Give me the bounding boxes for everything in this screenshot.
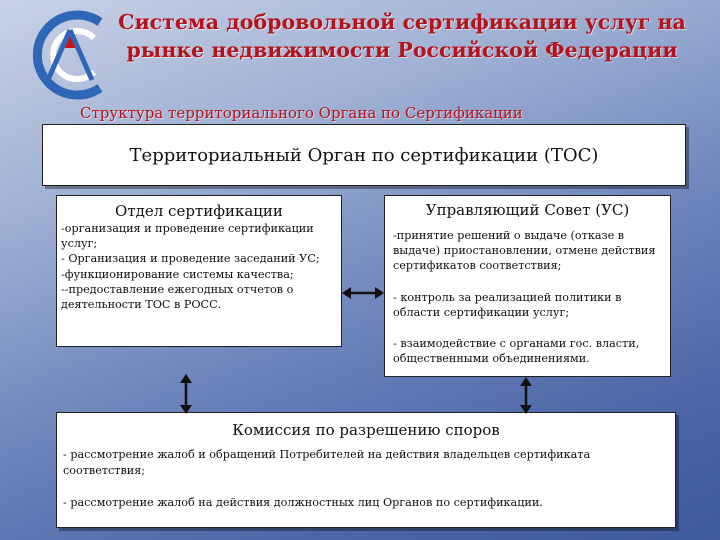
list-item: --предоставление ежегодных отчетов о деятельности ТОС в РОСС. <box>61 282 294 312</box>
list-item: -организация и проведение сертификации услуг; <box>61 222 314 251</box>
council-list <box>385 228 670 366</box>
list-item: -функционирование системы качества; <box>61 267 294 281</box>
department-list <box>57 221 341 312</box>
list-item: - рассмотрение жалоб и обращений Потребителей на действия владельцев сертификата соответствия; <box>63 448 591 477</box>
council-box <box>384 195 671 377</box>
title-line-2: рынке недвижимости Российской Федерации <box>126 38 678 62</box>
double-arrow-icon <box>342 283 384 303</box>
tos-box <box>42 124 686 186</box>
council-title: Управляющий Совет (УС) <box>425 201 630 219</box>
page-subtitle: Структура территориального Органа по Сертификации <box>80 104 523 122</box>
logo-arc-outer <box>37 15 100 95</box>
department-box <box>56 195 342 347</box>
commission-list <box>57 447 675 511</box>
double-arrow-icon <box>177 374 195 414</box>
acs-logo-icon <box>30 8 112 100</box>
list-item: - Организация и проведение заседаний УС; <box>61 252 320 266</box>
list-item: - взаимодействие с органами гос. власти, общественными объединениями. <box>393 337 640 366</box>
commission-title: Комиссия по разрешению споров <box>232 421 500 439</box>
double-arrow-icon <box>517 377 535 414</box>
tos-label: Территориальный Орган по сертификации (ТОС) <box>129 145 599 166</box>
department-title: Отдел сертификации <box>115 202 283 220</box>
list-item: -принятие решений о выдаче (отказе в выдаче) приостановлении, отмене действия сертификатов соответствия; <box>393 229 656 273</box>
commission-box <box>56 412 676 528</box>
list-item: - рассмотрение жалоб на действия должностных лиц Органов по сертификации. <box>63 496 543 509</box>
list-item: - контроль за реализацией политики в области сертификации услуг; <box>393 290 622 319</box>
page-title <box>112 8 692 64</box>
title-line-1: Система добровольной сертификации услуг на <box>118 10 686 34</box>
